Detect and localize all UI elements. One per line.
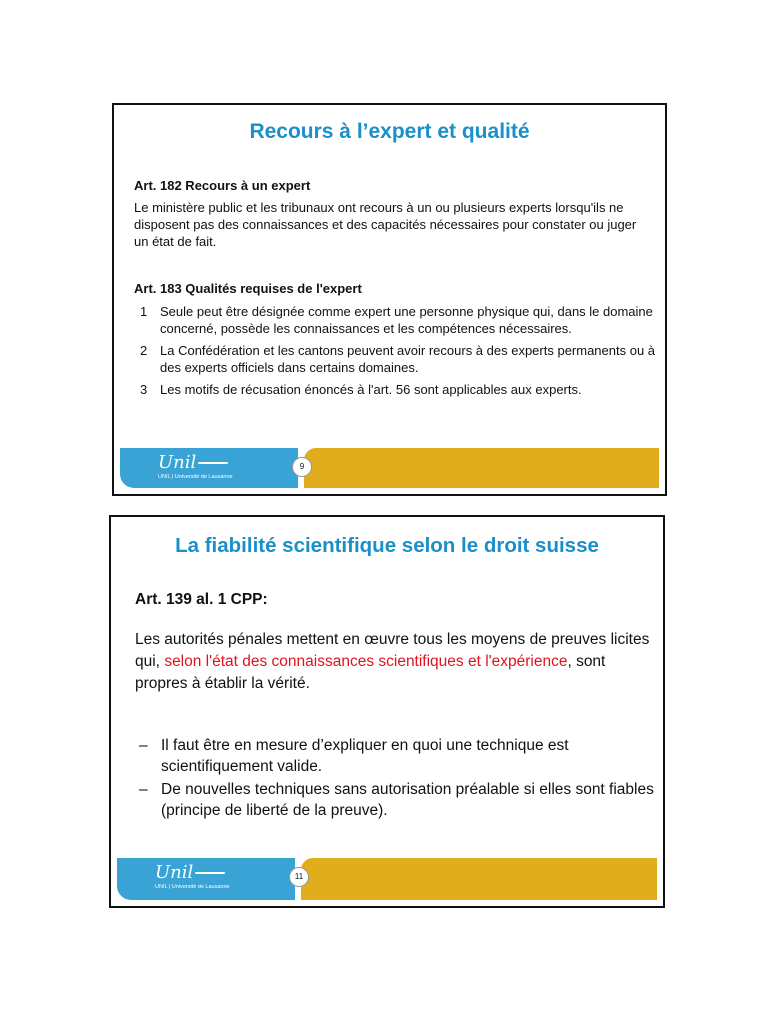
article-183-heading: Art. 183 Qualités requises de l'expert (134, 281, 362, 296)
page-number: 11 (289, 867, 309, 887)
article-heading: Art. 139 al. 1 CPP: (135, 591, 268, 608)
list-item (135, 735, 655, 777)
footer-gold-band (301, 858, 657, 900)
item-text: De nouvelles techniques sans autorisation préalable si elles sont fiables (principe de liberté de la preuve). (161, 781, 654, 819)
slide-footer (117, 858, 657, 900)
unil-logo-subtitle: UNIL | Université de Lausanne (155, 884, 230, 890)
item-text: Seule peut être désignée comme expert une personne physique qui, dans le domaine concerné, possède les connaissances et les compétences nécessaires. (160, 304, 653, 336)
list-item (134, 381, 659, 398)
list-item (134, 303, 659, 337)
item-text: Les motifs de récusation énoncés à l'art. 56 sont applicables aux experts. (160, 382, 582, 397)
unil-logo: Unil (155, 862, 225, 883)
list-item (134, 342, 659, 376)
slide-footer (120, 448, 659, 488)
article-182-heading: Art. 182 Recours à un expert (134, 178, 311, 193)
article-text: Les autorités pénales mettent en œuvre tous les moyens de preuves licites qui, selon l'état des connaissances scientifiques et l'expérience, sont propres à établir la vérité. (135, 631, 650, 692)
dash-bullet: – (139, 781, 148, 798)
unil-logo: Unil (158, 452, 228, 473)
highlighted-text: selon l'état des connaissances scientifiques et l'expérience (164, 653, 568, 670)
numbered-list (134, 303, 659, 403)
slide-title: Recours à l’expert et qualité (249, 120, 530, 143)
article-182-text: Le ministère public et les tribunaux ont recours à un ou plusieurs experts lorsqu'ils ne disposent pas des connaissances et des capacités nécessaires pour constater ou juger un état de fait. (134, 200, 637, 249)
dash-list (135, 735, 655, 823)
dash-bullet: – (139, 737, 148, 754)
page-number: 9 (292, 457, 312, 477)
footer-gold-band (304, 448, 659, 488)
item-number: 3 (140, 382, 148, 397)
slide-9 (112, 103, 667, 496)
item-text: La Confédération et les cantons peuvent avoir recours à des experts permanents ou à des experts officiels dans certains domaines. (160, 343, 656, 375)
item-text: Il faut être en mesure d’expliquer en quoi une technique est scientifiquement valide. (161, 737, 569, 775)
item-number: 2 (140, 343, 148, 358)
footer-blue-band (117, 858, 295, 900)
unil-logo-subtitle: UNIL | Université de Lausanne (158, 474, 233, 480)
item-number: 1 (140, 304, 148, 319)
slide-11 (109, 515, 665, 908)
list-item (135, 779, 655, 821)
slide-title: La fiabilité scientifique selon le droit suisse (175, 534, 599, 557)
footer-blue-band (120, 448, 298, 488)
